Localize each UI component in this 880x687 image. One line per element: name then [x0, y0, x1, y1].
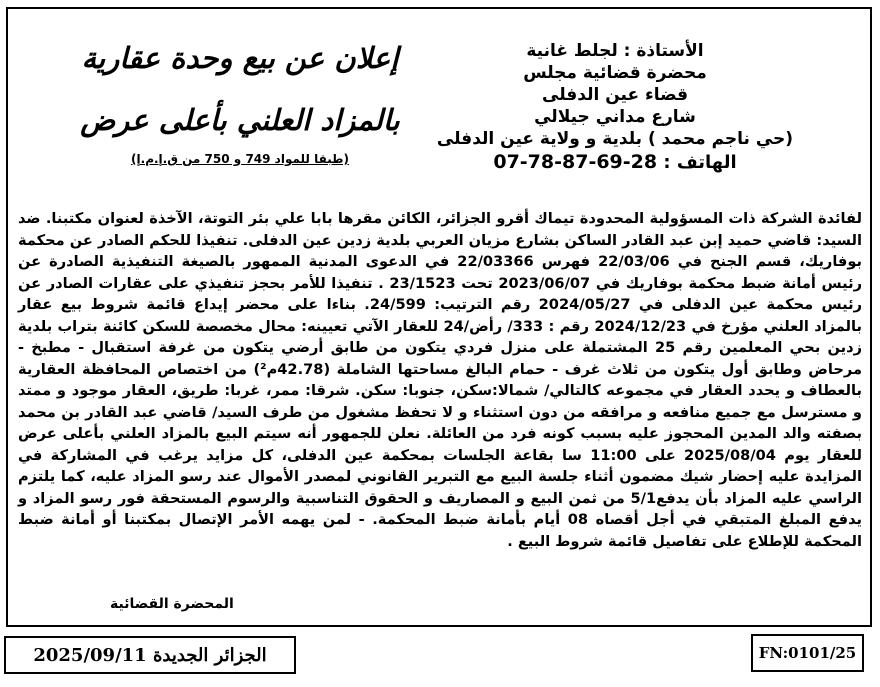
title-line-1: إعلان عن بيع وحدة عقارية	[81, 41, 399, 75]
file-number: FN:0101/25	[758, 644, 857, 662]
publication-box	[4, 636, 296, 674]
signature-row	[18, 596, 862, 618]
publication-label: الجزائر الجديدة 2025/09/11	[33, 644, 267, 666]
phone-number: 07-78-87-69-28	[493, 151, 658, 173]
notary-title: محضرة قضائية مجلس	[523, 63, 707, 83]
notary-jurisdiction: قضاء عين الدفلى	[542, 85, 688, 105]
legal-basis: (طبقا للمواد 749 و 750 من ق.إ.م.إ)	[131, 152, 349, 166]
file-number-box	[751, 634, 864, 672]
notice-title	[40, 40, 440, 166]
notary-header	[405, 40, 825, 174]
phone-label: الهاتف :	[663, 152, 737, 173]
notary-district: (حي ناجم محمد ) بلدية و ولاية عين الدفلى	[436, 129, 794, 149]
title-line-2: بالمزاد العلني بأعلى عرض	[80, 103, 400, 137]
signature-label: المحضرة القضائية	[110, 596, 234, 612]
notice-body: لفائدة الشركة ذات المسؤولية المحدودة تيماك أقرو الجزائر، الكائن مقرها بابا علي بئر التوتة، الآخذة لعنوان مكتبنا. ضد السيد: قاضي حميد إبن عبد القادر الساكن بشارع مزيان العربي بلدية زدين عين الدفلى. تنفيذا للحكم الصادر عن محكمة بوفاريك، قسم الجنح في 22/03/06 فهرس 22/03366 في الدعوى المدنية الممهور بالصيغة التنفيذية الصادرة عن رئيس أمانة ضبط محكمة بوفاريك في 2023/06/07 تحت 23/1523 . تنفيذا للأمر بحجز تنفيذي على عقارات الصادر عن رئيس محكمة عين الدفلى في 2024/05/27 رقم الترتيب: 24/599. بناءا على محضر إيداع قائمة شروط بيع عقار بالمزاد العلني مؤرخ في 2024/12/23 رقم : 333/ رأض/24 للعقار الآتي تعيينه: محال مخصصة للسكن كائنة بتراب بلدية زدين بحي المعلمين رقم 25 المشتملة على منزل فردي يتكون من طابق أرضي يتكون من غرفة استقبال - مطبخ - مرحاض وطابق أول يتكون من ثلاث غرف - حمام البالغ مساحتها الشاملة (42.78م²) من اختصاص المحافظة العقارية بالعطاف و يحدد العقار في مجموعه كالتالي/ شمالا:سكن، جنوبا: سكن. شرقا: ممر، غربا: طريق، العقار موجود و ممتد و مسترسل مع جميع منافعه و مرافقه من دون استثناء و لا تحفظ مشغول من طرف السيد/ قاضي عبد القادر بن محمد بصفته والد المدين المحجوز عليه بسبب كونه فرد من العائلة. نعلن للجمهور أنه سيتم البيع بالمزاد العلني بأعلى عرض للعقار يوم 2025/08/04 على 11:00 سا بقاعة الجلسات بمحكمة عين الدفلى، كل مزايد يرغب في المشاركة في المزايدة عليه إحضار شيك مضمون أثناء جلسة البيع مع التبرير القانوني لمصدر الأموال عند رسو المزاد عليه، كما يلتزم الراسي عليه المزاد بأن يدفع5/1 من ثمن البيع و المصاريف و الحقوق التناسبية والرسوم المستحقة فور رسو المزاد و يدفع المبلغ المتبقي في أجل أقصاه 08 أيام بأمانة ضبط المحكمة. - لمن يهمه الأمر الإتصال بمكتبنا أو أمانة ضبط المحكمة للإطلاع على تفاصيل قائمة شروط البيع .	[18, 210, 863, 550]
notary-phone	[405, 151, 825, 174]
notary-street: شارع مداني جيلالي	[534, 107, 696, 127]
notary-name: الأستاذة : لجلط غانية	[526, 41, 704, 61]
